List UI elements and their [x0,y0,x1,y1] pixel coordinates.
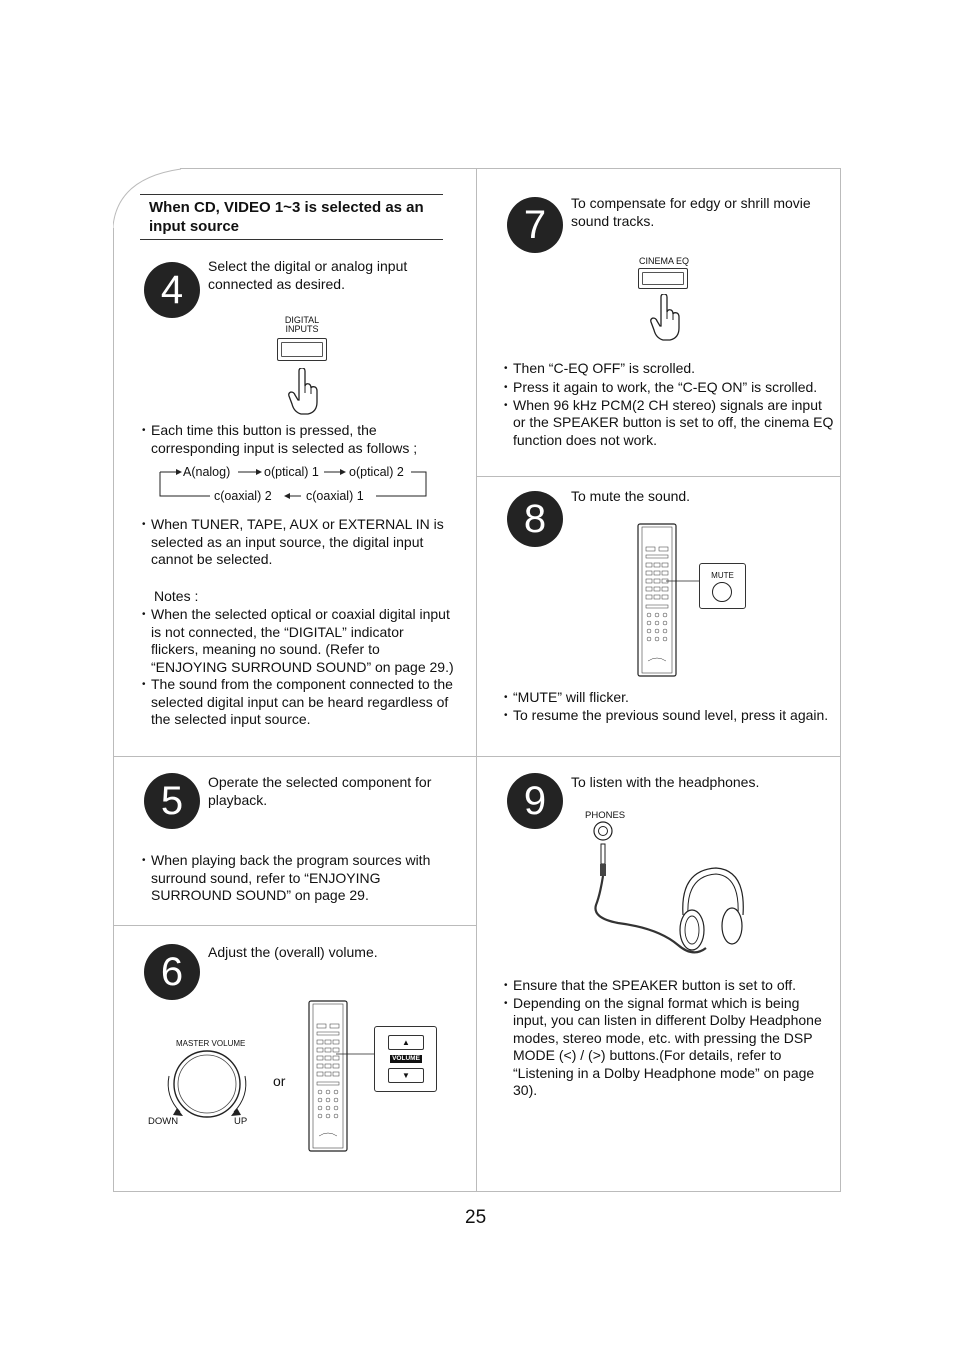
master-volume-knob[interactable] [155,1046,255,1126]
volume-label: VOLUME [390,1055,422,1063]
phones-label: PHONES [585,810,626,821]
cycle-coaxial-1: c(oaxial) 1 [306,489,364,503]
step-6-instruction: Adjust the (overall) volume. [208,944,378,960]
volume-up-label: UP [234,1116,248,1127]
step-9-bullets: • Ensure that the SPEAKER button is set to off. • Depending on the signal format which is being input, you can listen in different Dolby Headphone modes, stereo mode, etc. with pressing the DSP MODE (<) / (>) buttons.(For details, refer to “Listening in a Dolby Headphone mode” on page 30). [504,977,834,1100]
remote-control-icon [308,1000,348,1153]
step-5-number: 5 [144,773,200,829]
remote-control-icon [637,523,677,678]
digital-inputs-button[interactable] [277,338,327,361]
cycle-coaxial-2: c(oaxial) 2 [214,489,272,503]
column-divider [476,168,477,1191]
finger-press-icon [286,368,322,416]
notes-list: • When the selected optical or coaxial digital input is not connected, the “DIGITAL” indicator flickers, meaning no sound. (Refer to “ENJOYING SURROUND SOUND” on page 29.) • The sound from the component connected to the selected digital input can be heard regardless of the selected input source. [142,606,454,729]
cinema-eq-label: CINEMA EQ [638,256,689,266]
volume-callout-line [335,1048,377,1060]
step-4-number: 4 [144,262,200,318]
master-volume-label: MASTER VOLUME [176,1039,246,1048]
step-7-instruction: To compensate for edgy or shrill movie sound tracks. [571,195,811,229]
step-8-instruction: To mute the sound. [571,488,691,504]
finger-press-icon [648,294,684,342]
step-7-number: 7 [507,197,563,253]
row-divider-left [113,925,476,926]
row-divider-1 [113,756,840,757]
step-8-bullets: • “MUTE” will flicker. • To resume the previous sound level, press it again. [504,689,844,724]
step-9-instruction: To listen with the headphones. [571,774,760,790]
step-4-instruction: Select the digital or analog input connected as desired. [208,258,408,292]
cycle-optical-1: o(ptical) 1 [264,465,319,479]
mute-button[interactable] [712,582,732,602]
step-5-bullet: • When playing back the program sources with surround sound, refer to “ENJOYING SURROUND SOUND” on page 29. [142,852,442,905]
mute-label: MUTE [711,571,734,580]
headphones-icon [588,820,753,960]
step-7-bullets: • Then “C-EQ OFF” is scrolled. • Press it again to work, the “C-EQ ON” is scrolled. • When 96 kHz PCM(2 CH stereo) signals are input or the SPEAKER button is set to off, the cinema EQ function does not work. [504,360,834,449]
mute-callout-line [665,575,701,587]
step-5-instruction: Operate the selected component for playback. [208,774,432,808]
or-label: or [273,1073,286,1089]
volume-down-label: DOWN [148,1116,179,1127]
page-number: 25 [465,1207,487,1228]
mute-callout [699,563,746,609]
step-4-bullet-2: • When TUNER, TAPE, AUX or EXTERNAL IN is selected as an input source, the digital input cannot be selected. [142,516,460,569]
volume-up-button[interactable]: ▲ [388,1035,424,1050]
frame-left-border [113,228,114,1191]
cycle-analog: A(nalog) [183,465,231,479]
digital-inputs-label: DIGITAL INPUTS [284,315,320,334]
step-9-number: 9 [507,773,563,829]
section-heading: When CD, VIDEO 1~3 is selected as an input source [140,194,443,240]
cinema-eq-button[interactable] [638,268,688,289]
frame-top-border [180,168,840,169]
volume-down-button[interactable]: ▼ [388,1068,424,1083]
cycle-optical-2: o(ptical) 2 [349,465,404,479]
volume-callout [374,1026,437,1092]
row-divider-right [476,476,840,477]
notes-label: Notes : [154,588,199,604]
step-4-bullet-1: • Each time this button is pressed, the corresponding input is selected as follows ; [142,422,462,457]
step-6-number: 6 [144,944,200,1000]
step-8-number: 8 [507,491,563,547]
